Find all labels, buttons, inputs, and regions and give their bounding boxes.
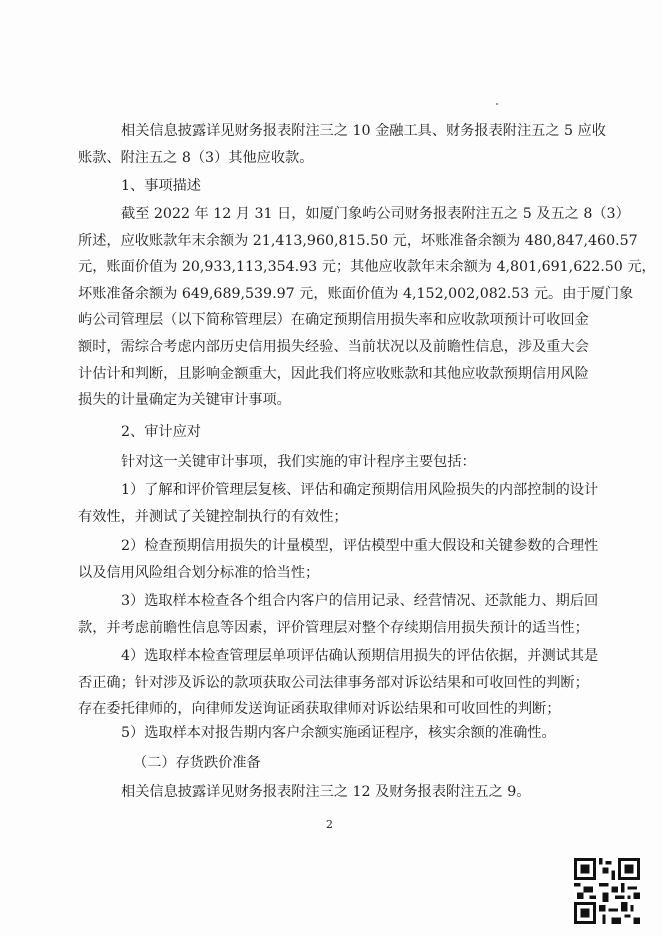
text-line: 款，并考虑前瞻性信息等因素，评价管理层对整个存续期信用损失预计的适当性；	[78, 619, 589, 636]
text-line: 计估计和判断，且影响金额重大，因此我们将应收账款和其他应收款预期信用风险	[78, 365, 589, 382]
paragraph-disclosure-receivables	[78, 118, 606, 171]
audit-procedure-3	[78, 588, 599, 641]
text-line: 有效性，并测试了关键控制执行的有效性；	[78, 508, 348, 525]
text-line: 否正确；针对涉及诉讼的款项获取公司法律事务部对诉讼结果和可收回性的判断；	[78, 674, 589, 691]
qr-code-icon	[574, 858, 640, 924]
text-line: 损失的计量确定为关键审计事项。	[78, 392, 291, 409]
text-line: 所述，应收账款年末余额为 21,413,960,815.50 元，坏账准备余额为 480,847,460.57	[78, 232, 638, 249]
scan-speck	[496, 103, 498, 105]
text-line: 4）选取样本检查管理层单项评估确认预期信用损失的评估依据，并测试其是	[121, 648, 599, 664]
text-line: 账款、附注五之 8（3）其他应收款。	[78, 149, 314, 166]
text-line: 截至 2022 年 12 月 31 日，如厦门象屿公司财务报表附注五之 5 及五之 8（3）	[121, 206, 630, 222]
text-line: 存在委托律师的，向律师发送询证函获取律师对诉讼结果和可收回性的判断；	[78, 701, 561, 718]
paragraph-disclosure-inventory	[78, 779, 580, 806]
text-line: 额时，需综合考虑内部历史信用损失经验、当前状况以及前瞻性信息，涉及重大会	[78, 338, 589, 355]
heading-audit-response: 2、审计应对	[121, 424, 201, 440]
audit-procedure-4	[78, 643, 599, 723]
text-line: 3）选取样本检查各个组合内客户的信用记录、经营情况、还款能力、期后回	[121, 593, 599, 609]
paragraph-audit-intro	[78, 449, 580, 476]
text-line: 相关信息披露详见财务报表附注三之 10 金融工具、财务报表附注五之 5 应收	[121, 123, 606, 139]
audit-procedure-2	[78, 533, 599, 586]
paragraph-matter-description	[78, 201, 656, 414]
text-line: 5）选取样本对报告期内客户余额实施函证程序，核实余额的准确性。	[121, 725, 556, 741]
text-line: 2）检查预期信用损失的计量模型，评估模型中重大假设和关键参数的合理性	[121, 538, 599, 554]
text-line: 相关信息披露详见财务报表附注三之 12 及财务报表附注五之 9。	[121, 784, 531, 800]
text-line: 屿公司管理层（以下简称管理层）在确定预期信用损失率和应收款项预计可收回金	[78, 312, 589, 329]
text-line: 坏账准备余额为 649,689,539.97 元，账面价值为 4,152,002,082.53 元。由于厦门象	[78, 285, 634, 302]
audit-procedure-5	[78, 720, 580, 747]
text-line: 元，账面价值为 20,933,113,354.93 元；其他应收款年末余额为 4,801,691,622.50 元，	[78, 259, 656, 276]
audit-procedure-1	[78, 477, 599, 530]
text-line: 以及信用风险组合划分标准的恰当性；	[78, 564, 320, 581]
heading-matter-description: 1、事项描述	[121, 178, 201, 194]
page-number: 2	[326, 818, 333, 831]
heading-inventory-provision: （二）存货跌价准备	[133, 755, 261, 771]
text-line: 1）了解和评价管理层复核、评估和确定预期信用风险损失的内部控制的设计	[121, 482, 599, 498]
text-line: 针对这一关键审计事项，我们实施的审计程序主要包括：	[121, 454, 476, 470]
